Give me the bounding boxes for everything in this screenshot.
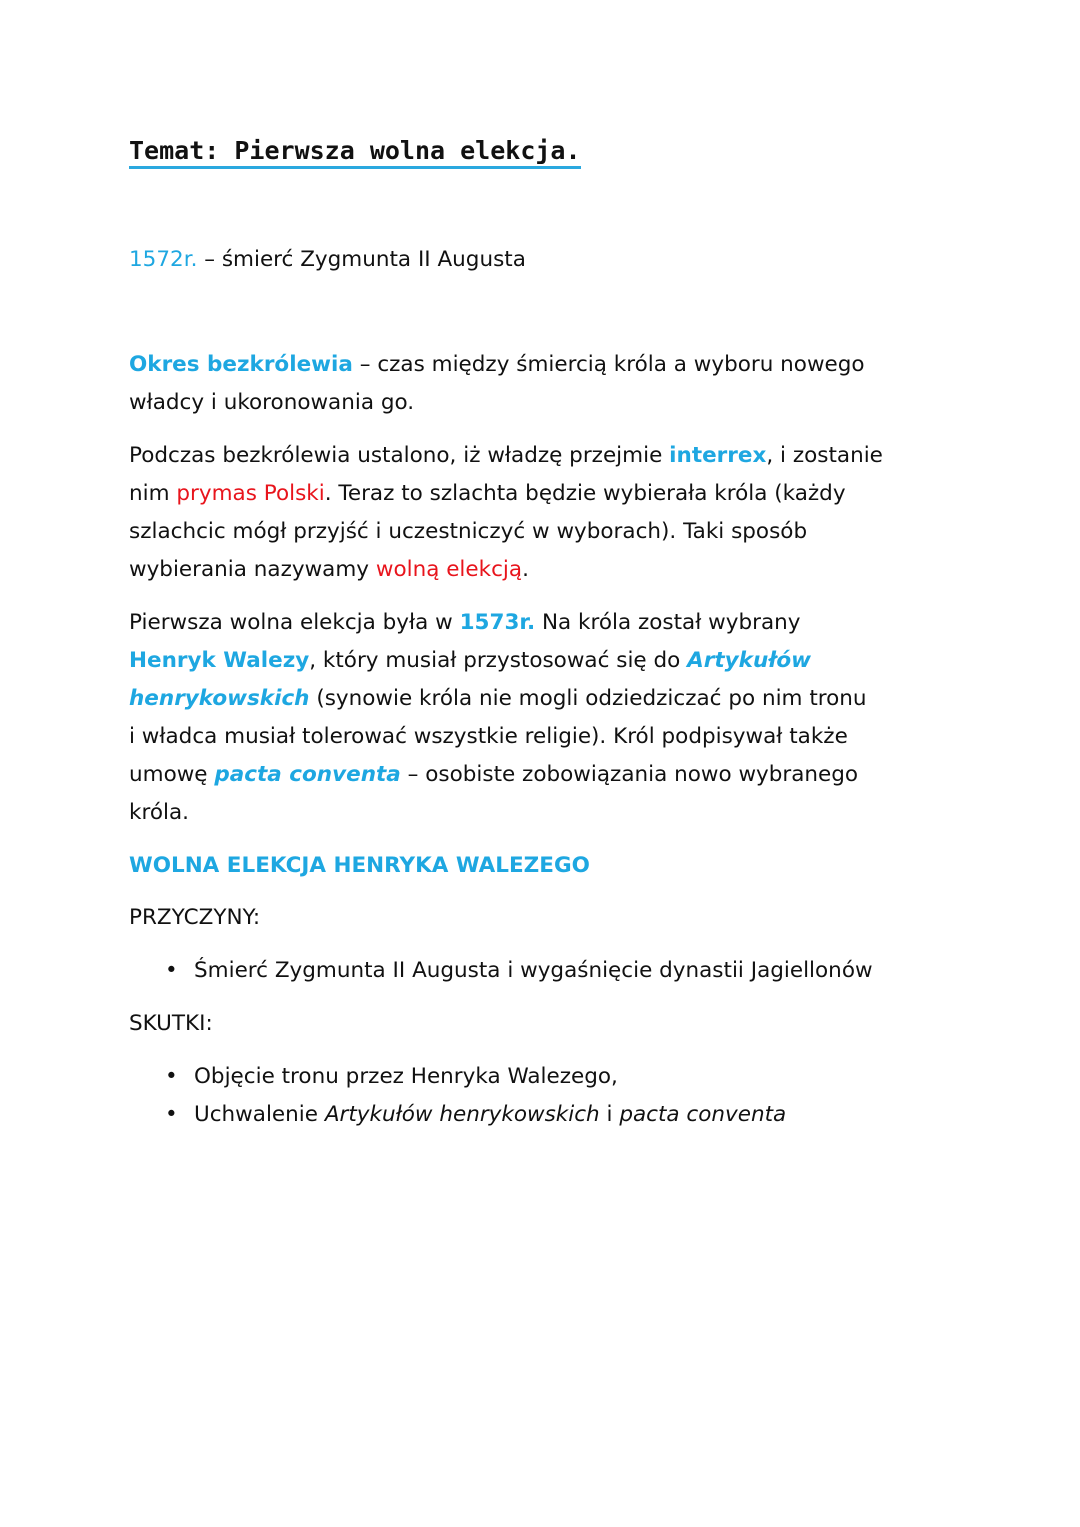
text: władcy i ukoronowania go. bbox=[129, 390, 415, 415]
text: Uchwalenie bbox=[194, 1102, 325, 1127]
term-wolna-elekcja: wolną elekcją bbox=[375, 557, 523, 582]
text: . Teraz to szlachta będzie wybierała króla (każdy bbox=[324, 481, 846, 506]
term-pacta-conventa: pacta conventa bbox=[214, 762, 401, 787]
text: Podczas bezkrólewia ustalono, iż władzę przejmie bbox=[129, 443, 670, 468]
term-interrex: interrex bbox=[669, 443, 767, 468]
list-item: • Śmierć Zygmunta II Augusta i wygaśnięcie dynastii Jagiellonów bbox=[129, 952, 873, 990]
text: , i zostanie bbox=[766, 443, 883, 468]
year-1573: 1573r. bbox=[459, 610, 536, 635]
effects-list bbox=[129, 1058, 786, 1134]
causes-label: PRZYCZYNY: bbox=[129, 905, 261, 930]
date-line bbox=[129, 241, 526, 279]
text: Pierwsza wolna elekcja była w bbox=[129, 610, 460, 635]
date-text: – śmierć Zygmunta II Augusta bbox=[197, 247, 526, 272]
text: (synowie króla nie mogli odziedziczać po nim tronu bbox=[309, 686, 867, 711]
paragraph-interrex bbox=[129, 437, 883, 589]
paragraph-interregnum bbox=[129, 346, 865, 422]
text: pacta conventa bbox=[619, 1102, 787, 1127]
text: nim bbox=[129, 481, 177, 506]
text: – osobiste zobowiązania nowo wybranego bbox=[400, 762, 859, 787]
text: . bbox=[522, 557, 529, 582]
term-henrykowskich: henrykowskich bbox=[129, 686, 310, 711]
term-artykuly: Artykułów bbox=[687, 648, 811, 673]
section-heading: WOLNA ELEKCJA HENRYKA WALEZEGO bbox=[129, 853, 590, 878]
text: umowę bbox=[129, 762, 215, 787]
list-item bbox=[129, 1096, 786, 1134]
text: Na króla został wybrany bbox=[535, 610, 801, 635]
effects-label: SKUTKI: bbox=[129, 1011, 213, 1036]
text: , który musiał przystosować się do bbox=[309, 648, 688, 673]
causes-list bbox=[129, 952, 873, 990]
list-item: • Objęcie tronu przez Henryka Walezego, bbox=[129, 1058, 786, 1096]
term-henryk: Henryk Walezy bbox=[129, 648, 310, 673]
term-interregnum: Okres bezkrólewia bbox=[129, 352, 353, 377]
text: Artykułów henrykowskich bbox=[324, 1102, 600, 1127]
paragraph-first-election bbox=[129, 604, 867, 832]
term-prymas: prymas Polski bbox=[176, 481, 325, 506]
text: wybierania nazywamy bbox=[129, 557, 376, 582]
text: króla. bbox=[129, 800, 189, 825]
text: i władca musiał tolerować wszystkie religie). Król podpisywał także bbox=[129, 724, 848, 749]
text: – czas między śmiercią króla a wyboru nowego bbox=[352, 352, 865, 377]
page-title: Temat: Pierwsza wolna elekcja. bbox=[129, 136, 581, 169]
text: i bbox=[599, 1102, 620, 1127]
text: szlachcic mógł przyjść i uczestniczyć w wyborach). Taki sposób bbox=[129, 519, 808, 544]
year-1572: 1572r. bbox=[129, 247, 198, 272]
